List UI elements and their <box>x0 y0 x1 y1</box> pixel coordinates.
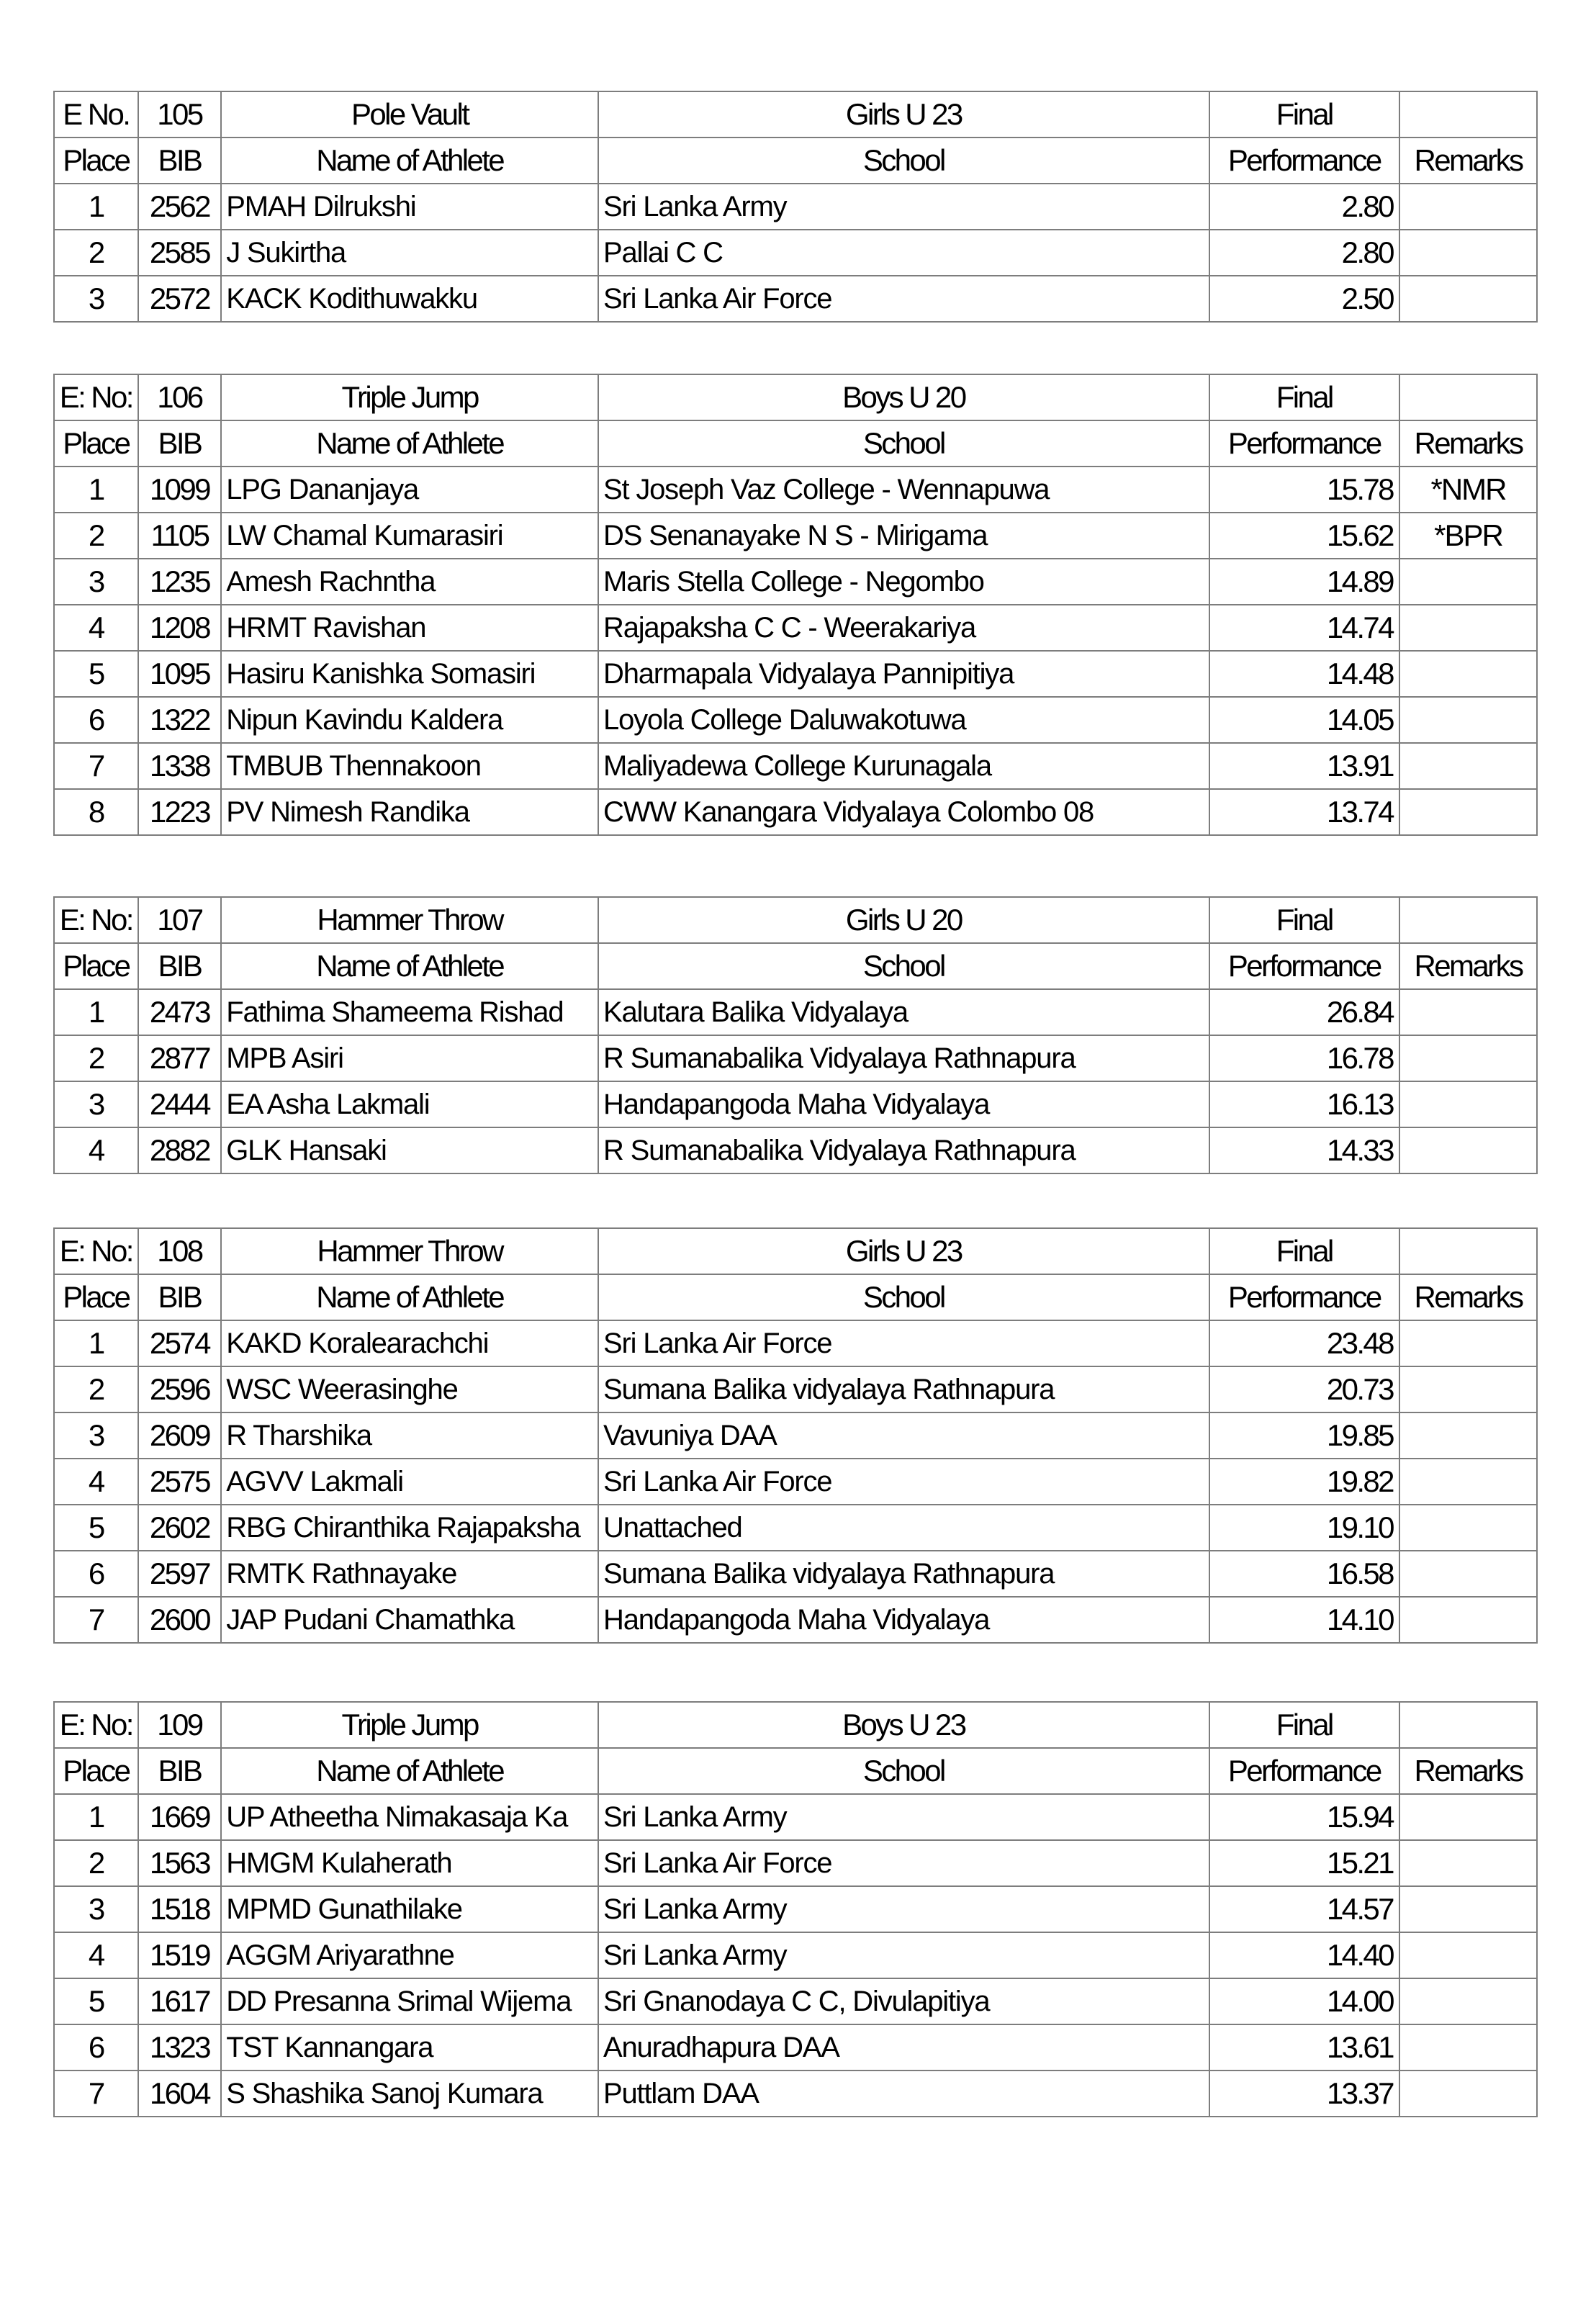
result-row <box>54 1127 1537 1173</box>
place-cell: 7 <box>54 2071 138 2117</box>
performance-cell: 14.57 <box>1209 1886 1399 1932</box>
school-cell: Sri Lanka Air Force <box>598 1840 1209 1886</box>
bib-cell: 2574 <box>138 1320 222 1366</box>
event-results-table <box>53 374 1538 836</box>
bib-cell: 1604 <box>138 2071 222 2117</box>
performance-cell: 16.58 <box>1209 1551 1399 1597</box>
bib-cell: 1223 <box>138 789 222 835</box>
bib-cell: 1338 <box>138 743 222 789</box>
place-cell: 8 <box>54 789 138 835</box>
place-cell: 7 <box>54 1597 138 1643</box>
remarks-cell <box>1399 559 1537 605</box>
column-header-performance: Performance <box>1209 138 1399 184</box>
event-round: Final <box>1209 1228 1399 1274</box>
event-number: 106 <box>138 374 222 420</box>
bib-cell: 1323 <box>138 2024 222 2071</box>
place-cell: 2 <box>54 513 138 559</box>
place-cell: 6 <box>54 697 138 743</box>
column-header-school: School <box>598 138 1209 184</box>
event-round: Final <box>1209 1702 1399 1748</box>
result-row <box>54 1366 1537 1412</box>
event-number: 108 <box>138 1228 222 1274</box>
column-header-name: Name of Athlete <box>221 138 598 184</box>
athlete-name-cell: UP Atheetha Nimakasaja Ka <box>221 1794 598 1840</box>
column-header-row <box>54 138 1537 184</box>
athlete-name-cell: HRMT Ravishan <box>221 605 598 651</box>
result-row <box>54 1932 1537 1978</box>
remarks-cell: *BPR <box>1399 513 1537 559</box>
place-cell: 2 <box>54 1035 138 1081</box>
column-header-remarks: Remarks <box>1399 1274 1537 1320</box>
event-results-table <box>53 1701 1538 2117</box>
school-cell: Rajapaksha C C - Weerakariya <box>598 605 1209 651</box>
event-number: 107 <box>138 897 222 943</box>
athlete-name-cell: S Shashika Sanoj Kumara <box>221 2071 598 2117</box>
performance-cell: 20.73 <box>1209 1366 1399 1412</box>
school-cell: Anuradhapura DAA <box>598 2024 1209 2071</box>
performance-cell: 16.78 <box>1209 1035 1399 1081</box>
column-header-place: Place <box>54 420 138 467</box>
performance-cell: 15.78 <box>1209 467 1399 513</box>
athlete-name-cell: LW Chamal Kumarasiri <box>221 513 598 559</box>
athlete-name-cell: KACK Kodithuwakku <box>221 276 598 322</box>
bib-cell: 1617 <box>138 1978 222 2024</box>
school-cell: R Sumanabalika Vidyalaya Rathnapura <box>598 1035 1209 1081</box>
bib-cell: 1208 <box>138 605 222 651</box>
place-cell: 7 <box>54 743 138 789</box>
athlete-name-cell: J Sukirtha <box>221 230 598 276</box>
performance-cell: 19.82 <box>1209 1459 1399 1505</box>
athlete-name-cell: GLK Hansaki <box>221 1127 598 1173</box>
bib-cell: 2585 <box>138 230 222 276</box>
column-header-row <box>54 1748 1537 1794</box>
athlete-name-cell: Fathima Shameema Rishad <box>221 989 598 1035</box>
school-cell: Sri Lanka Army <box>598 1794 1209 1840</box>
column-header-performance: Performance <box>1209 420 1399 467</box>
remarks-cell <box>1399 1366 1537 1412</box>
result-row <box>54 1035 1537 1081</box>
place-cell: 1 <box>54 1794 138 1840</box>
athlete-name-cell: JAP Pudani Chamathka <box>221 1597 598 1643</box>
bib-cell: 1669 <box>138 1794 222 1840</box>
column-header-school: School <box>598 943 1209 989</box>
result-row <box>54 697 1537 743</box>
place-cell: 6 <box>54 1551 138 1597</box>
remarks-cell <box>1399 1794 1537 1840</box>
result-row <box>54 1081 1537 1127</box>
place-cell: 3 <box>54 1081 138 1127</box>
bib-cell: 2596 <box>138 1366 222 1412</box>
result-row <box>54 1459 1537 1505</box>
column-header-school: School <box>598 1274 1209 1320</box>
athlete-name-cell: PV Nimesh Randika <box>221 789 598 835</box>
event-round: Final <box>1209 374 1399 420</box>
athlete-name-cell: EA Asha Lakmali <box>221 1081 598 1127</box>
bib-cell: 1105 <box>138 513 222 559</box>
column-header-remarks: Remarks <box>1399 1748 1537 1794</box>
result-row <box>54 513 1537 559</box>
school-cell: Dharmapala Vidyalaya Pannipitiya <box>598 651 1209 697</box>
performance-cell: 14.89 <box>1209 559 1399 605</box>
performance-cell: 2.50 <box>1209 276 1399 322</box>
result-row <box>54 559 1537 605</box>
place-cell: 3 <box>54 1412 138 1459</box>
remarks-cell <box>1399 1932 1537 1978</box>
athlete-name-cell: Amesh Rachntha <box>221 559 598 605</box>
school-cell: Sri Lanka Army <box>598 1886 1209 1932</box>
result-row <box>54 230 1537 276</box>
place-cell: 4 <box>54 1459 138 1505</box>
remarks-cell <box>1399 1412 1537 1459</box>
place-cell: 2 <box>54 1366 138 1412</box>
remarks-cell <box>1399 2024 1537 2071</box>
event-round: Final <box>1209 897 1399 943</box>
result-row <box>54 467 1537 513</box>
school-cell: Loyola College Daluwakotuwa <box>598 697 1209 743</box>
school-cell: Kalutara Balika Vidyalaya <box>598 989 1209 1035</box>
bib-cell: 1518 <box>138 1886 222 1932</box>
place-cell: 5 <box>54 1505 138 1551</box>
athlete-name-cell: AGVV Lakmali <box>221 1459 598 1505</box>
column-header-place: Place <box>54 1748 138 1794</box>
performance-cell: 15.94 <box>1209 1794 1399 1840</box>
bib-cell: 2602 <box>138 1505 222 1551</box>
bib-cell: 2877 <box>138 1035 222 1081</box>
event-no-label: E No. <box>54 91 138 138</box>
remarks-cell <box>1399 1978 1537 2024</box>
column-header-bib: BIB <box>138 943 222 989</box>
bib-cell: 2597 <box>138 1551 222 1597</box>
result-row <box>54 1505 1537 1551</box>
result-row <box>54 1978 1537 2024</box>
bib-cell: 1519 <box>138 1932 222 1978</box>
column-header-place: Place <box>54 1274 138 1320</box>
performance-cell: 14.48 <box>1209 651 1399 697</box>
remarks-cell <box>1399 1840 1537 1886</box>
remarks-cell <box>1399 230 1537 276</box>
event-category: Boys U 20 <box>598 374 1209 420</box>
athlete-name-cell: PMAH Dilrukshi <box>221 184 598 230</box>
column-header-row <box>54 1274 1537 1320</box>
athlete-name-cell: LPG Dananjaya <box>221 467 598 513</box>
event-no-label: E: No: <box>54 1228 138 1274</box>
result-row <box>54 989 1537 1035</box>
event-name: Pole Vault <box>221 91 598 138</box>
column-header-performance: Performance <box>1209 1274 1399 1320</box>
performance-cell: 15.21 <box>1209 1840 1399 1886</box>
performance-cell: 14.74 <box>1209 605 1399 651</box>
bib-cell: 1235 <box>138 559 222 605</box>
column-header-bib: BIB <box>138 420 222 467</box>
column-header-bib: BIB <box>138 1748 222 1794</box>
bib-cell: 2572 <box>138 276 222 322</box>
remarks-cell: *NMR <box>1399 467 1537 513</box>
athlete-name-cell: DD Presanna Srimal Wijema <box>221 1978 598 2024</box>
place-cell: 3 <box>54 276 138 322</box>
athlete-name-cell: HMGM Kulaherath <box>221 1840 598 1886</box>
remarks-cell <box>1399 989 1537 1035</box>
column-header-performance: Performance <box>1209 1748 1399 1794</box>
place-cell: 4 <box>54 1127 138 1173</box>
remarks-cell <box>1399 1127 1537 1173</box>
athlete-name-cell: TMBUB Thennakoon <box>221 743 598 789</box>
school-cell: Sri Lanka Air Force <box>598 1459 1209 1505</box>
column-header-performance: Performance <box>1209 943 1399 989</box>
place-cell: 3 <box>54 1886 138 1932</box>
remarks-cell <box>1399 1505 1537 1551</box>
place-cell: 2 <box>54 1840 138 1886</box>
place-cell: 1 <box>54 1320 138 1366</box>
event-results-table <box>53 1227 1538 1644</box>
school-cell: Unattached <box>598 1505 1209 1551</box>
place-cell: 5 <box>54 651 138 697</box>
column-header-bib: BIB <box>138 1274 222 1320</box>
remarks-cell <box>1399 697 1537 743</box>
result-row <box>54 1320 1537 1366</box>
school-cell: Puttlam DAA <box>598 2071 1209 2117</box>
school-cell: Handapangoda Maha Vidyalaya <box>598 1597 1209 1643</box>
athlete-name-cell: Hasiru Kanishka Somasiri <box>221 651 598 697</box>
performance-cell: 26.84 <box>1209 989 1399 1035</box>
result-row <box>54 651 1537 697</box>
bib-cell: 2575 <box>138 1459 222 1505</box>
school-cell: R Sumanabalika Vidyalaya Rathnapura <box>598 1127 1209 1173</box>
performance-cell: 13.91 <box>1209 743 1399 789</box>
event-number: 105 <box>138 91 222 138</box>
performance-cell: 14.00 <box>1209 1978 1399 2024</box>
event-header-row <box>54 1228 1537 1274</box>
athlete-name-cell: TST Kannangara <box>221 2024 598 2071</box>
school-cell: St Joseph Vaz College - Wennapuwa <box>598 467 1209 513</box>
place-cell: 6 <box>54 2024 138 2071</box>
event-header-row <box>54 897 1537 943</box>
place-cell: 4 <box>54 1932 138 1978</box>
column-header-name: Name of Athlete <box>221 943 598 989</box>
school-cell: Maris Stella College - Negombo <box>598 559 1209 605</box>
school-cell: Sumana Balika vidyalaya Rathnapura <box>598 1366 1209 1412</box>
bib-cell: 2444 <box>138 1081 222 1127</box>
athlete-name-cell: AGGM Ariyarathne <box>221 1932 598 1978</box>
result-row <box>54 2071 1537 2117</box>
performance-cell: 2.80 <box>1209 230 1399 276</box>
column-header-remarks: Remarks <box>1399 138 1537 184</box>
bib-cell: 2600 <box>138 1597 222 1643</box>
result-row <box>54 1412 1537 1459</box>
performance-cell: 2.80 <box>1209 184 1399 230</box>
performance-cell: 16.13 <box>1209 1081 1399 1127</box>
column-header-row <box>54 420 1537 467</box>
place-cell: 5 <box>54 1978 138 2024</box>
result-row <box>54 184 1537 230</box>
column-header-bib: BIB <box>138 138 222 184</box>
remarks-cell <box>1399 276 1537 322</box>
athlete-name-cell: WSC Weerasinghe <box>221 1366 598 1412</box>
result-row <box>54 1794 1537 1840</box>
bib-cell: 2609 <box>138 1412 222 1459</box>
performance-cell: 13.74 <box>1209 789 1399 835</box>
school-cell: Maliyadewa College Kurunagala <box>598 743 1209 789</box>
event-results-table <box>53 91 1538 323</box>
performance-cell: 23.48 <box>1209 1320 1399 1366</box>
remarks-cell <box>1399 651 1537 697</box>
place-cell: 2 <box>54 230 138 276</box>
bib-cell: 2882 <box>138 1127 222 1173</box>
remarks-cell <box>1399 184 1537 230</box>
column-header-name: Name of Athlete <box>221 420 598 467</box>
remarks-cell <box>1399 789 1537 835</box>
remarks-cell <box>1399 1886 1537 1932</box>
school-cell: Sri Lanka Air Force <box>598 276 1209 322</box>
performance-cell: 14.10 <box>1209 1597 1399 1643</box>
result-row <box>54 1551 1537 1597</box>
school-cell: Sri Lanka Army <box>598 184 1209 230</box>
school-cell: Vavuniya DAA <box>598 1412 1209 1459</box>
school-cell: DS Senanayake N S - Mirigama <box>598 513 1209 559</box>
place-cell: 1 <box>54 989 138 1035</box>
remarks-cell <box>1399 2071 1537 2117</box>
athlete-name-cell: MPMD Gunathilake <box>221 1886 598 1932</box>
place-cell: 3 <box>54 559 138 605</box>
athlete-name-cell: R Tharshika <box>221 1412 598 1459</box>
remarks-cell <box>1399 1597 1537 1643</box>
result-row <box>54 1886 1537 1932</box>
event-category: Girls U 23 <box>598 1228 1209 1274</box>
performance-cell: 13.61 <box>1209 2024 1399 2071</box>
event-name: Triple Jump <box>221 374 598 420</box>
event-category: Girls U 23 <box>598 91 1209 138</box>
column-header-name: Name of Athlete <box>221 1748 598 1794</box>
event-no-label: E: No: <box>54 897 138 943</box>
result-row <box>54 1840 1537 1886</box>
bib-cell: 1099 <box>138 467 222 513</box>
school-cell: Handapangoda Maha Vidyalaya <box>598 1081 1209 1127</box>
remarks-cell <box>1399 1081 1537 1127</box>
place-cell: 1 <box>54 184 138 230</box>
event-name: Hammer Throw <box>221 1228 598 1274</box>
bib-cell: 2473 <box>138 989 222 1035</box>
school-cell: CWW Kanangara Vidyalaya Colombo 08 <box>598 789 1209 835</box>
event-results-table <box>53 896 1538 1174</box>
event-number: 109 <box>138 1702 222 1748</box>
performance-cell: 19.85 <box>1209 1412 1399 1459</box>
athlete-name-cell: RMTK Rathnayake <box>221 1551 598 1597</box>
athlete-name-cell: MPB Asiri <box>221 1035 598 1081</box>
remarks-cell <box>1399 605 1537 651</box>
performance-cell: 14.33 <box>1209 1127 1399 1173</box>
event-no-label: E: No: <box>54 1702 138 1748</box>
event-round: Final <box>1209 91 1399 138</box>
empty-cell <box>1399 1228 1537 1274</box>
school-cell: Sri Lanka Air Force <box>598 1320 1209 1366</box>
event-header-row <box>54 91 1537 138</box>
event-name: Triple Jump <box>221 1702 598 1748</box>
bib-cell: 2562 <box>138 184 222 230</box>
event-header-row <box>54 374 1537 420</box>
result-row <box>54 2024 1537 2071</box>
school-cell: Pallai C C <box>598 230 1209 276</box>
event-name: Hammer Throw <box>221 897 598 943</box>
performance-cell: 14.05 <box>1209 697 1399 743</box>
bib-cell: 1322 <box>138 697 222 743</box>
event-header-row <box>54 1702 1537 1748</box>
column-header-remarks: Remarks <box>1399 943 1537 989</box>
event-category: Boys U 23 <box>598 1702 1209 1748</box>
school-cell: Sri Gnanodaya C C, Divulapitiya <box>598 1978 1209 2024</box>
empty-cell <box>1399 897 1537 943</box>
empty-cell <box>1399 1702 1537 1748</box>
performance-cell: 14.40 <box>1209 1932 1399 1978</box>
empty-cell <box>1399 374 1537 420</box>
school-cell: Sri Lanka Army <box>598 1932 1209 1978</box>
place-cell: 1 <box>54 467 138 513</box>
result-row <box>54 789 1537 835</box>
remarks-cell <box>1399 1320 1537 1366</box>
remarks-cell <box>1399 743 1537 789</box>
column-header-school: School <box>598 420 1209 467</box>
bib-cell: 1563 <box>138 1840 222 1886</box>
remarks-cell <box>1399 1035 1537 1081</box>
event-category: Girls U 20 <box>598 897 1209 943</box>
performance-cell: 19.10 <box>1209 1505 1399 1551</box>
athlete-name-cell: KAKD Koralearachchi <box>221 1320 598 1366</box>
column-header-place: Place <box>54 138 138 184</box>
column-header-row <box>54 943 1537 989</box>
result-row <box>54 743 1537 789</box>
school-cell: Sumana Balika vidyalaya Rathnapura <box>598 1551 1209 1597</box>
remarks-cell <box>1399 1551 1537 1597</box>
column-header-remarks: Remarks <box>1399 420 1537 467</box>
column-header-name: Name of Athlete <box>221 1274 598 1320</box>
performance-cell: 13.37 <box>1209 2071 1399 2117</box>
column-header-place: Place <box>54 943 138 989</box>
result-row <box>54 605 1537 651</box>
bib-cell: 1095 <box>138 651 222 697</box>
athlete-name-cell: RBG Chiranthika Rajapaksha <box>221 1505 598 1551</box>
column-header-school: School <box>598 1748 1209 1794</box>
performance-cell: 15.62 <box>1209 513 1399 559</box>
result-row <box>54 276 1537 322</box>
remarks-cell <box>1399 1459 1537 1505</box>
place-cell: 4 <box>54 605 138 651</box>
event-no-label: E: No: <box>54 374 138 420</box>
empty-cell <box>1399 91 1537 138</box>
result-row <box>54 1597 1537 1643</box>
athlete-name-cell: Nipun Kavindu Kaldera <box>221 697 598 743</box>
